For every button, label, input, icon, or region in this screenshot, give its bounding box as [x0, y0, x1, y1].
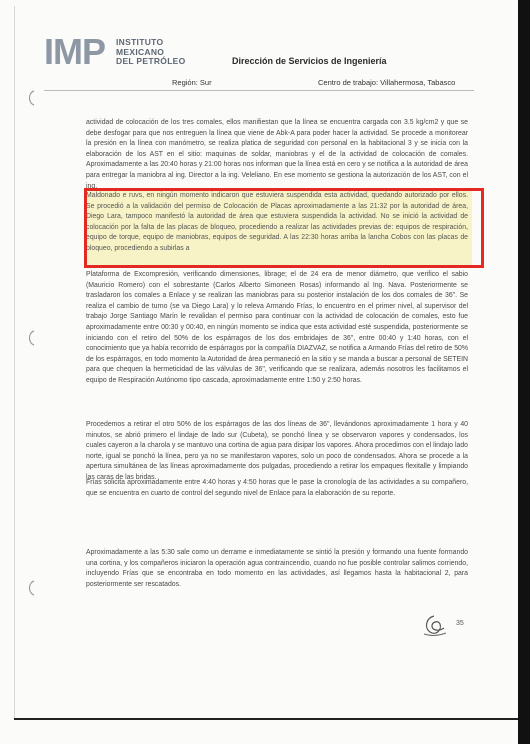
logo-text: [116, 38, 186, 67]
logo-letters: IMP: [44, 31, 106, 72]
paragraph-5: Frías solicita aproximadamente entre 4:40 horas y 4:50 horas que le pase la cronología de las actividades a su compañero, que se encuentra en cuarto de control del segundo nivel de Enlace para la elaboración de su reporte.: [86, 479, 468, 497]
hole-punch-mark-icon: [26, 580, 36, 596]
page-number: 35: [456, 620, 464, 627]
work-center-label: Centro de trabajo: Villahermosa, Tabasco: [318, 78, 456, 87]
logo-line-2: MEXICANO: [116, 46, 165, 57]
page-left-edge: [14, 6, 15, 718]
paragraph-highlighted: Maldonado e ruvs, en ningún momento indicaron que estuviera suspendida esta actividad, quedando autorizado por ellos. Se procedió a la validación del permiso de Colocación de Placas aproximadamente a las 21:32 por la autoridad de área, Diego Lara, tampoco manifestó la autoridad de área que estuviera suspendida la actividad. No se inició la actividad de colocación por la falta de las placas de bloqueo, procediendo a realizar las actividades previas de: equipos de respiración, equipo de torque, equipo de maniobras, equipos de seguridad. A las 22:30 horas arriba la lancha Cobos con las placas de bloqueo, procediendo a subirlas a: [86, 192, 468, 252]
department-title: Dirección de Servicios de Ingeniería: [232, 56, 387, 66]
paragraph-4: Procedemos a retirar el otro 50% de los espárragos de las dos líneas de 36", llevándonos aproximadamente 1 hora y 40 minutos, se abrió primero el lindaje de lado sur (Cubeta), se ponchó línea y se observaron vapores y condensados, los cuales cayeron a la charola y se mantuvo una cortina de agua para disipar los vapores. Ahora procedimos con el lindajo lado norte, igual se ponchó la línea, pero ya no se manifestaron vapores, solo un poco de condensados. Ahora se procede a la apertura simultánea de las líneas aproximadamente dos pulgadas, procediendo a retirar los empaques flexitalle y limpiando las caras de las bridas.: [86, 421, 468, 481]
side-stamp-mark: [470, 545, 478, 655]
paragraph-1: actividad de colocación de los tres comales, ellos manifiestan que la línea se encuentra cargada con 3.5 kg/cm2 y que se debe desfogar para que nos entreguen la línea que viene de Abk-A para poder hacer la actividad. Se procede a monitorear la presión en la línea con manómetro, se realiza platica de seguridad con personal en la habitacional 3 y se inicia con la elaboración de los AST en el sitio: maquinas de soldar, maniobras y el de la actividad de colocación de comales. Aproximadamente a las 20:40 horas y 21:00 horas nos informan que la línea está en cero y se notifica a la autoridad de área para entregar la maniobra al ing. Director a la ing. Veleliano. En ese momento se gestiona la autorización de los AST, con el ing.: [86, 119, 468, 190]
paragraph-3: Plataforma de Excompresión, verificando dimensiones, librage; el de 24 era de menor diámetro, que verifico el sabio (Mauricio Romero) con el sobrestante (Carlos Alberto Simoneen Rosas) informando al Ing. Nava. Posteriormente se trasladaron los comales a Enlace y se realizan las maniobras para su posterior instalación de los dos comales de 36". Se realiza el cambio de turno (se va Diego Lara) y lo releva Armando Frías, lo encuentro en el primer nivel, al supervisor del trabajo Jorge Santiago Marín le revalidan el permiso para continuar con la actividad de colocación de comales, esto fue aproximadamente entre 00:30 y 00:40, en ningún momento se indica que esta actividad esté suspendida, posteriormente se iniciando con el retiro del 50% de los espárragos de los dos embridajes de 36", entre 00:40 y 1:40 horas, con el conocimiento que ya había recorrido de espárragos por la compañía DIAZVAZ, se notifica a Armando Frías del retiro de 50% de los espárragos, en todo momento la Autoridad de área permaneció en la sitio y se manda a buscar a personal de SETEIN para que chequen la hermeticidad de las válvulas de 36", verificando que se realizara, además nosotros les facilitamos el equipo de Respiración Autónomo tipo cascada, aproximadamente entre 1:50 y 2:50 horas.: [86, 271, 468, 384]
scan-right-border: [518, 0, 530, 744]
red-highlight-frame: [84, 188, 484, 268]
scan-bottom-border: [14, 718, 518, 720]
hole-punch-mark-icon: [26, 90, 36, 106]
header-rule: [44, 90, 474, 91]
logo-line-3: DEL PETRÓLEO: [116, 56, 186, 66]
region-label: Región: Sur: [172, 78, 212, 87]
signature-initial-icon: [420, 612, 448, 638]
hole-punch-mark-icon: [26, 330, 36, 346]
logo-line-1: INSTITUTO: [116, 37, 164, 47]
paragraph-6: Aproximadamente a las 5:30 sale como un derrame e inmediatamente se sintió la presión y formando una fuente formando una cortina, y los compañeros iniciaron la operación agua contraincendio, cuando no fue posible controlar salimos corriendo, incluyendo Frías que se encontraba en todo momento en las actividades, así llegamos hasta la habitacional 2, para posteriormente ser rescatados.: [86, 549, 468, 588]
